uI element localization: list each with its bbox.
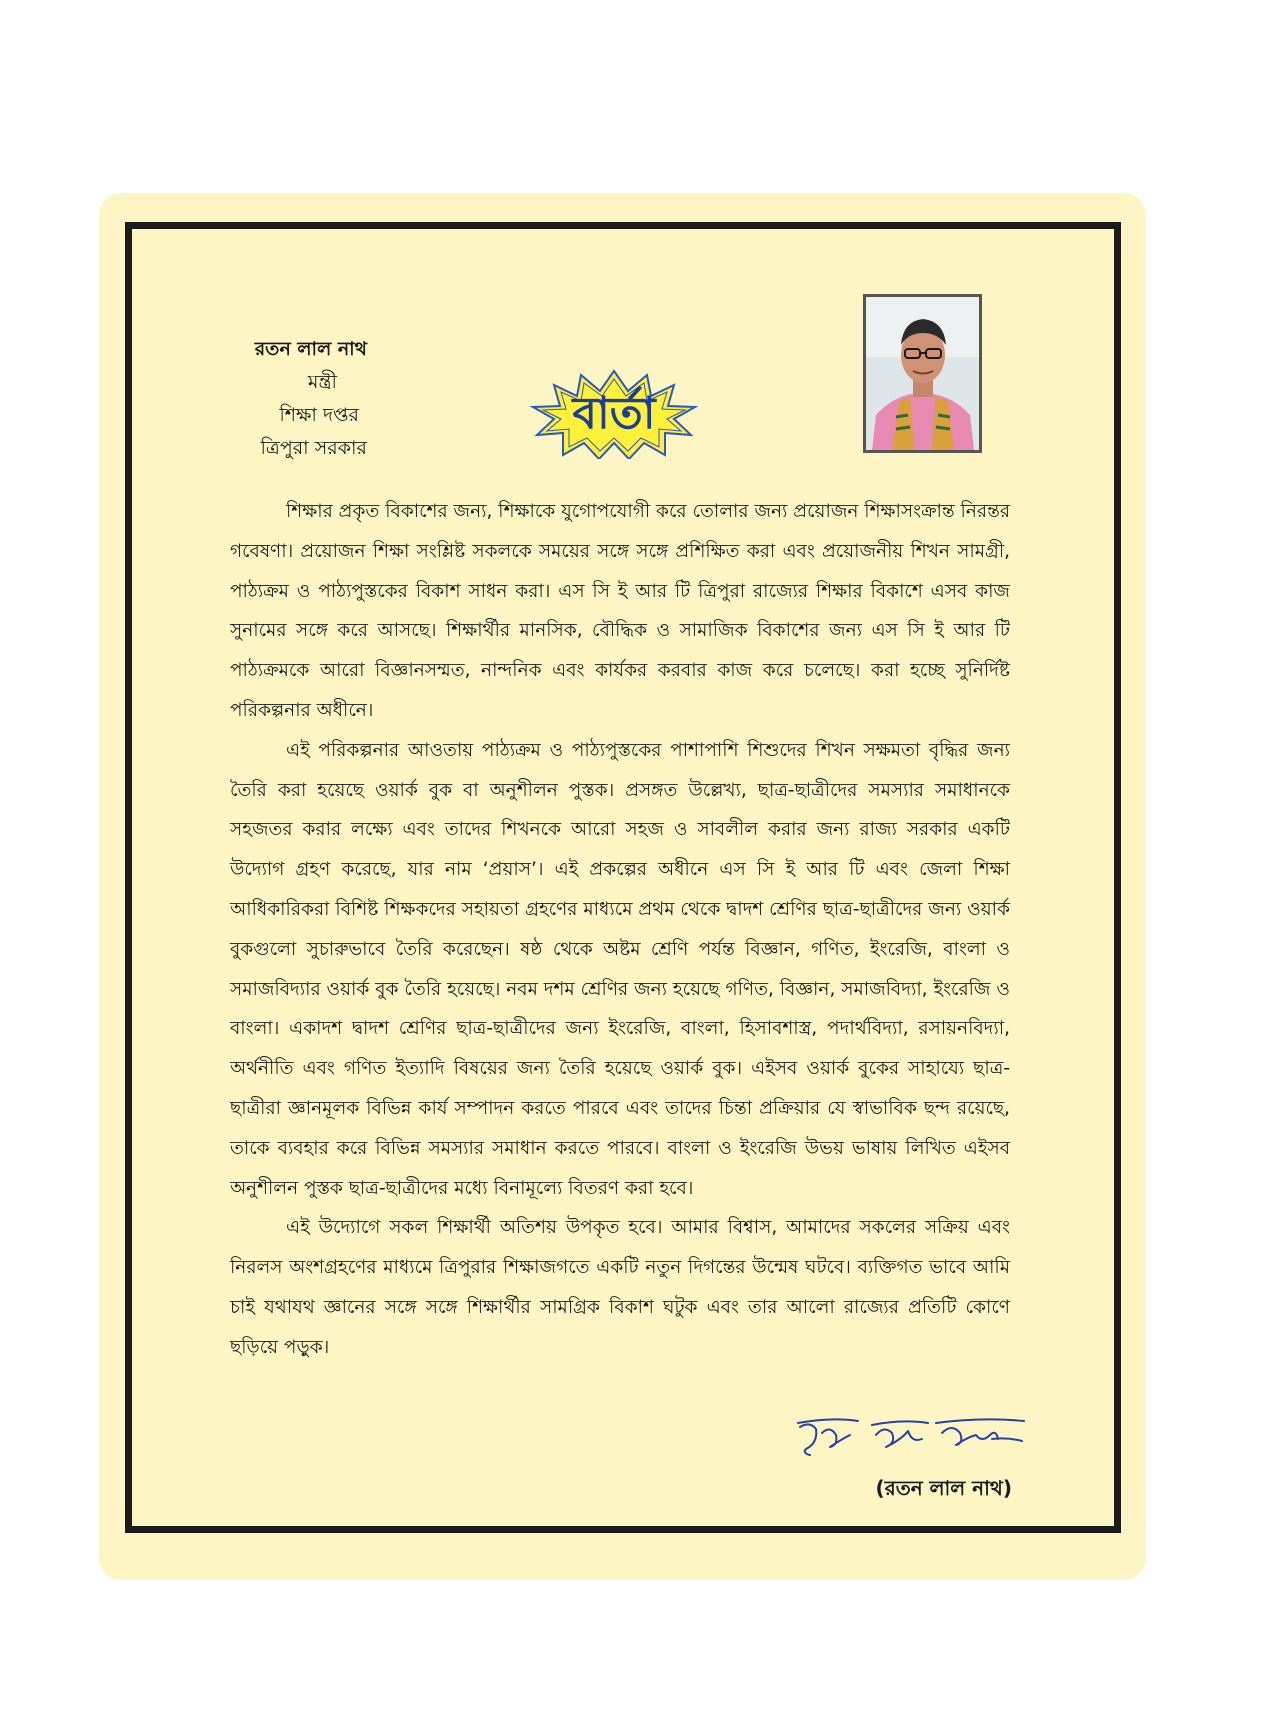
heading-badge [529, 369, 699, 459]
sender-designation: মন্ত্রী [307, 371, 337, 393]
sender-government: ত্রিপুরা সরকার [260, 437, 367, 459]
sender-department: শিক্ষা দপ্তর [279, 404, 359, 426]
signatory-name: (রতন লাল নাথ) [875, 1476, 1012, 1500]
minister-photo [863, 294, 982, 453]
message-frame [125, 222, 1121, 1533]
paragraph: শিক্ষার প্রকৃত বিকাশের জন্য, শিক্ষাকে যুগোপযোগী করে তোলার জন্য প্রয়োজন শিক্ষাসংক্রান্ত নিরন্তর গবেষণা। প্রয়োজন শিক্ষা সংশ্লিষ্ট সকলকে সময়ের সঙ্গে সঙ্গে প্রশিক্ষিত করা এবং প্রয়োজনীয় শিখন সামগ্রী, পাঠ্যক্রম ও পাঠ্যপুস্তকের বিকাশ সাধন করা। এস সি ই আর টি ত্রিপুরা রাজ্যের শিক্ষার বিকাশে এসব কাজ সুনামের সঙ্গে করে আসছে। শিক্ষার্থীর মানসিক, বৌদ্ধিক ও সামাজিক বিকাশের জন্য এস সি ই আর টি পাঠ্যক্রমকে আরো বিজ্ঞানসম্মত, নান্দনিক এবং কার্যকর করবার কাজ করে চলেছে। করা হচ্ছে সুনির্দিষ্ট পরিকল্পনার অধীনে। [230, 501, 1010, 721]
sender-block [232, 333, 367, 465]
paragraph: এই উদ্যোগে সকল শিক্ষার্থী অতিশয় উপকৃত হবে। আমার বিশ্বাস, আমাদের সকলের সক্রিয় এবং নিরলস অংশগ্রহণের মাধ্যমে ত্রিপুরার শিক্ষাজগতে একটি নতুন দিগন্তের উন্মেষ ঘটবে। ব্যক্তিগত ভাবে আমি চাই যথাযথ জ্ঞানের সঙ্গে সঙ্গে শিক্ষার্থীর সামগ্রিক বিকাশ ঘটুক এবং তার আলো রাজ্যের প্রতিটি কোণে ছড়িয়ে পড়ুক। [230, 1217, 1010, 1358]
handwritten-signature [792, 1409, 1032, 1469]
sender-name: রতন লাল নাথ [254, 338, 367, 360]
paragraph: এই পরিকল্পনার আওতায় পাঠ্যক্রম ও পাঠ্যপুস্তকের পাশাপাশি শিশুদের শিখন সক্ষমতা বৃদ্ধির জন্য তৈরি করা হয়েছে ওয়ার্ক বুক বা অনুশীলন পুস্তক। প্রসঙ্গত উল্লেখ্য, ছাত্র-ছাত্রীদের সমস্যার সমাধানকে সহজতর করার লক্ষ্যে এবং তাদের শিখনকে আরো সহজ ও সাবলীল করার জন্য রাজ্য সরকার একটি উদ্যোগ গ্রহণ করেছে, যার নাম ‘প্রয়াস’। এই প্রকল্পের অধীনে এস সি ই আর টি এবং জেলা শিক্ষা আধিকারিকরা বিশিষ্ট শিক্ষকদের সহায়তা গ্রহণের মাধ্যমে প্রথম থেকে দ্বাদশ শ্রেণির ছাত্র-ছাত্রীদের জন্য ওয়ার্ক বুকগুলো সুচারুভাবে তৈরি করেছেন। ষষ্ঠ থেকে অষ্টম শ্রেণি পর্যন্ত বিজ্ঞান, গণিত, ইংরেজি, বাংলা ও সমাজবিদ্যার ওয়ার্ক বুক তৈরি হয়েছে। নবম দশম শ্রেণির জন্য হয়েছে গণিত, বিজ্ঞান, সমাজবিদ্যা, ইংরেজি ও বাংলা। একাদশ দ্বাদশ শ্রেণির ছাত্র-ছাত্রীদের জন্য ইংরেজি, বাংলা, হিসাবশাস্ত্র, পদার্থবিদ্যা, রসায়নবিদ্যা, অর্থনীতি এবং গণিত ইত্যাদি বিষয়ের জন্য তৈরি হয়েছে ওয়ার্ক বুক। এইসব ওয়ার্ক বুকের সাহায্যে ছাত্র-ছাত্রীরা জ্ঞানমূলক বিভিন্ন কার্য সম্পাদন করতে পারবে এবং তাদের চিন্তা প্রক্রিয়ার যে স্বাভাবিক ছন্দ রয়েছে, তাকে ব্যবহার করে বিভিন্ন সমস্যার সমাধান করতে পারবে। বাংলা ও ইংরেজি উভয় ভাষায় লিখিত এইসব অনুশীলন পুস্তক ছাত্র-ছাত্রীদের মধ্যে বিনামূল্যে বিতরণ করা হবে। [230, 739, 1010, 1199]
page-heading: বার্তা [572, 388, 656, 439]
message-body [230, 492, 1010, 1368]
